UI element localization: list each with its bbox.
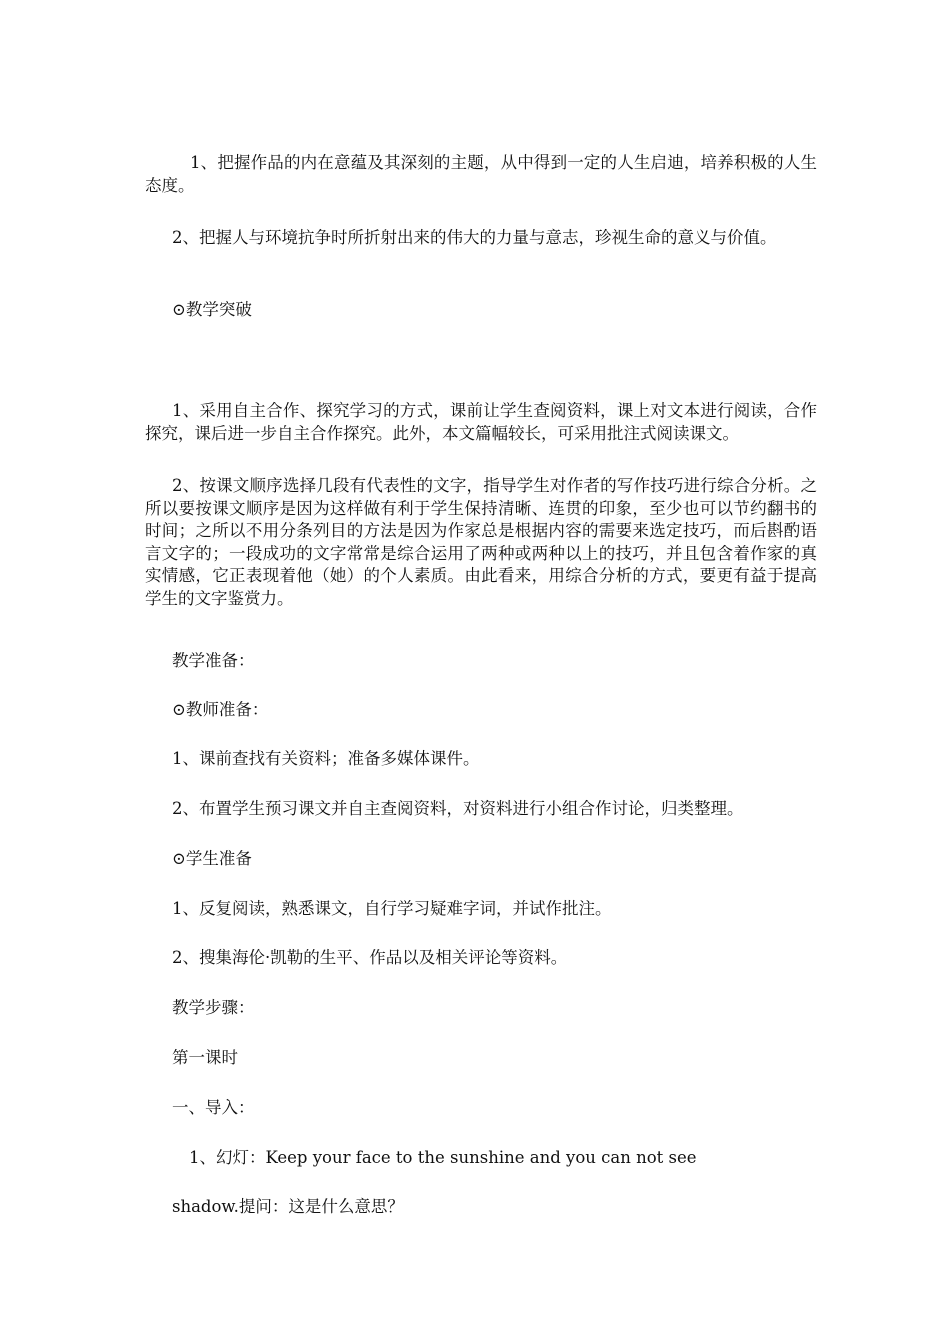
lesson-heading: 第一课时	[172, 1048, 238, 1067]
intro-slide: 1、幻灯：Keep your face to the sunshine and you can not see	[189, 1148, 697, 1167]
prep-heading: 教学准备：	[172, 651, 255, 670]
objective-1: 1、把握作品的内在意蕴及其深刻的主题，从中得到一定的人生启迪，培养积极的人生态度。	[145, 153, 817, 195]
student-prep-heading: ⊙学生准备	[172, 849, 252, 868]
student-prep-2: 2、搜集海伦·凯勒的生平、作品以及相关评论等资料。	[172, 948, 568, 967]
teacher-prep-heading: ⊙教师准备：	[172, 700, 269, 719]
intro-heading: 一、导入：	[172, 1098, 255, 1117]
student-prep-1: 1、反复阅读，熟悉课文，自行学习疑难字词，并试作批注。	[172, 899, 612, 918]
breakthrough-1: 1、采用自主合作、探究学习的方式，课前让学生查阅资料，课上对文本进行阅读，合作探究，课后进一步自主合作探究。此外，本文篇幅较长，可采用批注式阅读课文。	[145, 401, 817, 443]
objective-2: 2、把握人与环境抗争时所折射出来的伟大的力量与意志，珍视生命的意义与价值。	[172, 228, 777, 247]
teacher-prep-1: 1、课前查找有关资料；准备多媒体课件。	[172, 749, 480, 768]
intro-question: shadow.提问：这是什么意思？	[172, 1197, 404, 1216]
teacher-prep-2: 2、布置学生预习课文并自主查阅资料，对资料进行小组合作讨论，归类整理。	[172, 799, 744, 818]
breakthrough-heading: ⊙教学突破	[172, 300, 252, 319]
breakthrough-2: 2、按课文顺序选择几段有代表性的文字，指导学生对作者的写作技巧进行综合分析。之所以要按课文顺序是因为这样做有利于学生保持清晰、连贯的印象，至少也可以节约翻书的时间；之所以不用分条列目的方法是因为作家总是根据内容的需要来选定技巧，而后斟酌语言文字的；一段成功的文字常常是综合运用了两种或两种以上的技巧，并且包含着作家的真实情感，它正表现着他（她）的个人素质。由此看来，用综合分析的方式，要更有益于提高学生的文字鉴赏力。	[145, 476, 817, 608]
steps-heading: 教学步骤：	[172, 998, 255, 1017]
